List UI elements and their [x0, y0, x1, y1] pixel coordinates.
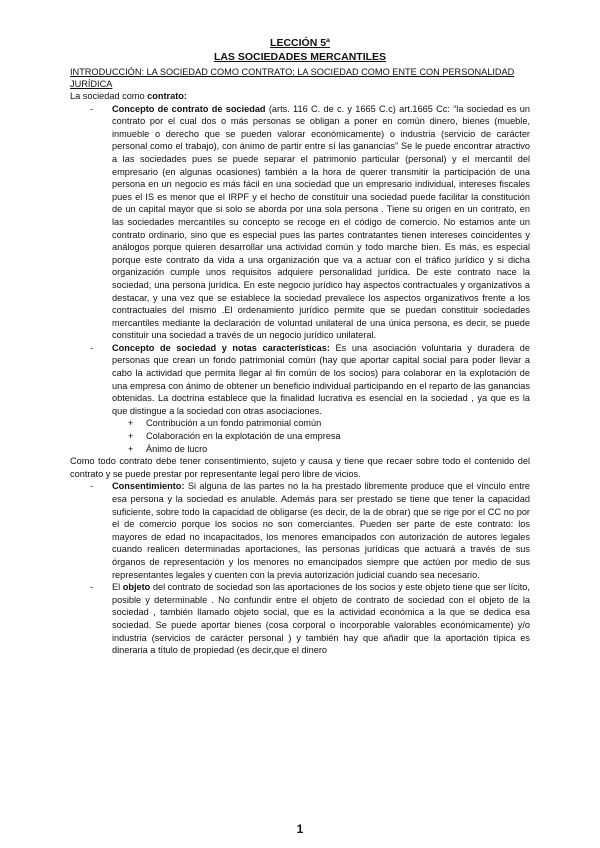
page-number: 1: [296, 822, 304, 836]
item-title: Concepto de contrato de sociedad: [112, 103, 266, 114]
plus-bullet: +: [128, 431, 134, 442]
lesson-subtitle: LAS SOCIEDADES MERCANTILES: [213, 51, 387, 63]
dash-bullet: -: [90, 103, 94, 114]
item-title: objeto: [122, 582, 151, 593]
paragraph-consent: Como todo contrato debe tener consentimiento, sujeto y causa y tiene que recaer sobre todo el contenido del contrato y se puede prestar por representante legal pero libre de vicios.: [70, 456, 530, 479]
item-body: del contrato de sociedad son las aportaciones de los socios y este objeto tiene que ser lícito, posible y determinable . No confundir entre el objeto de contrato de sociedad con el objeto de la sociedad , también llamado objeto social, que es la actividad económica a la que se dedica esa sociedad. Se puede aportar bienes (cosa corporal o incorporable valorables económicamente) y/o industria (servicios de carácter personal ) y también hay que añadir que la aportación típica es dineraria a título de propiedad (es decir,que el dinero: [112, 582, 530, 656]
sub-list-item: + Contribución a un fondo patrimonial común: [128, 418, 322, 429]
item-title: Concepto de sociedad y notas características:: [112, 342, 330, 353]
intro-heading: INTRODUCCIÓN: LA SOCIEDAD COMO CONTRATO; LA SOCIEDAD COMO ENTE CON PERSONALIDAD JURÍDICA: [70, 67, 515, 89]
item-body: Es una asociación voluntaria y duradera de personas que crean un fondo patrimonial común (hay que aportar capital social para poder llevar a cabo la actividad que permita llegar al fin común de los socios) para colaborar en la explotación de una empresa con ánimo de obtener un beneficio individual participando en el reparto de las ganancias obtenidas. La doctrina establece que la finalidad lucrativa es esencial en la sociedad , ya que es la que distingue a la sociedad con otras asociaciones.: [112, 342, 530, 416]
section-heading: La sociedad como contrato:: [70, 91, 187, 101]
sub-list-item: + Ánimo de lucro: [128, 443, 208, 454]
item-body: (arts. 116 C. de c. y 1665 C.c) art.1665 Cc: “la sociedad es un contrato por el cual dos o más personas se obligan a poner en común dinero, bienes (mueble, inmueble o derecho que se pueden valorar económicamente) o industria (servicio de carácter personal como el trabajo), con ánimo de partir entre sí las ganancias” Se le puede encontrar atractivo a las sociedades pues se puede separar el patrimonio particular (personal) y el mercantil del empresario (en algunas ocasiones) también a la hora de querer transmitir la participación de una persona en un negocio es más fácil en una sociedad que un empresario individual, intereses fiscales pues el IS es menor que el IRPF y el hecho de constituir una sociedad puede facilitar la constitución de un capital mayor que si solo se aborda por una sola persona . Tiene su origen en un contrato, en las sociedades mercantiles su concepto se recoge en el código de comercio. No estamos ante un contrato ordinario, sino que es especial pues las partes contratantes tienen intereses coincidentes y análogos porque quieren desarrollar una actividad común y todo marche bien. Es más, es especial porque este contrato da vida a una organización que va a actuar con el tráfico jurídico y si dicha organización cumple unos requisitos adquiere personalidad jurídica. De este contrato nace la sociedad, una persona jurídica. En este negocio jurídico hay aspectos contractuales y organizativos a destacar, y una vez que se establece la sociedad prevalece los aspectos organizativos frente a los contractuales del mismo .El ordenamiento jurídico permite que se puedan constituir sociedades mercantiles mediante la declaración de voluntad unilateral de una única persona, es decir, se puede constituir una sociedad a través de un negocio jurídico unilateral.: [112, 103, 531, 341]
list-item-contrato: [90, 103, 530, 342]
plus-bullet: +: [128, 443, 134, 454]
item-body: Si alguna de las partes no la ha prestado libremente produce que el vínculo entre esa persona y la sociedad es anulable. Además para ser prestado se tiene que tener la capacidad suficiente, sobre todo la capacidad de obligarse (es decir, de la de obrar) que se rige por el CC no por el de comercio porque los socios no son comerciantes. Pueden ser parte de este contrato: los mayores de edad no incapacitados, los menores emancipados con autorización de autores legales cuando realicen determinadas aportaciones, las personas jurídicas que actuará a través de sus órganos de representación y los menores no emancipados siempre que actúen por medio de sus representantes legales y cuenten con la previa autorización judicial cuando sea necesario.: [112, 481, 530, 580]
list-item-consentimiento: [90, 480, 530, 581]
section-heading-bold: contrato:: [147, 91, 187, 101]
dash-bullet: -: [90, 582, 94, 593]
dash-bullet: -: [90, 481, 94, 492]
lesson-title: LECCIÓN 5ª: [270, 37, 330, 49]
list-item-objeto: - El objeto del contrato de sociedad son las aportaciones de los socios y este objeto tiene que ser lícito, posible y determinable . No confundir entre el objeto de contrato de sociedad con el objeto de la sociedad , también llamado objeto social, que es la actividad económica a la que se dedica esa sociedad. Se puede aportar bienes (cosa corporal o incorporable valorables económicamente) y/o industria (servicios de carácter personal ) y también hay que añadir que la aportación típica es dineraria a título de propiedad (es decir,que el dinero: [90, 582, 530, 656]
list-item-concepto: [90, 342, 530, 418]
item-title: Consentimiento:: [112, 481, 185, 492]
plus-bullet: +: [128, 418, 134, 429]
sub-list-item: + Colaboración en la explotación de una empresa: [128, 431, 341, 442]
dash-bullet: -: [90, 342, 94, 353]
